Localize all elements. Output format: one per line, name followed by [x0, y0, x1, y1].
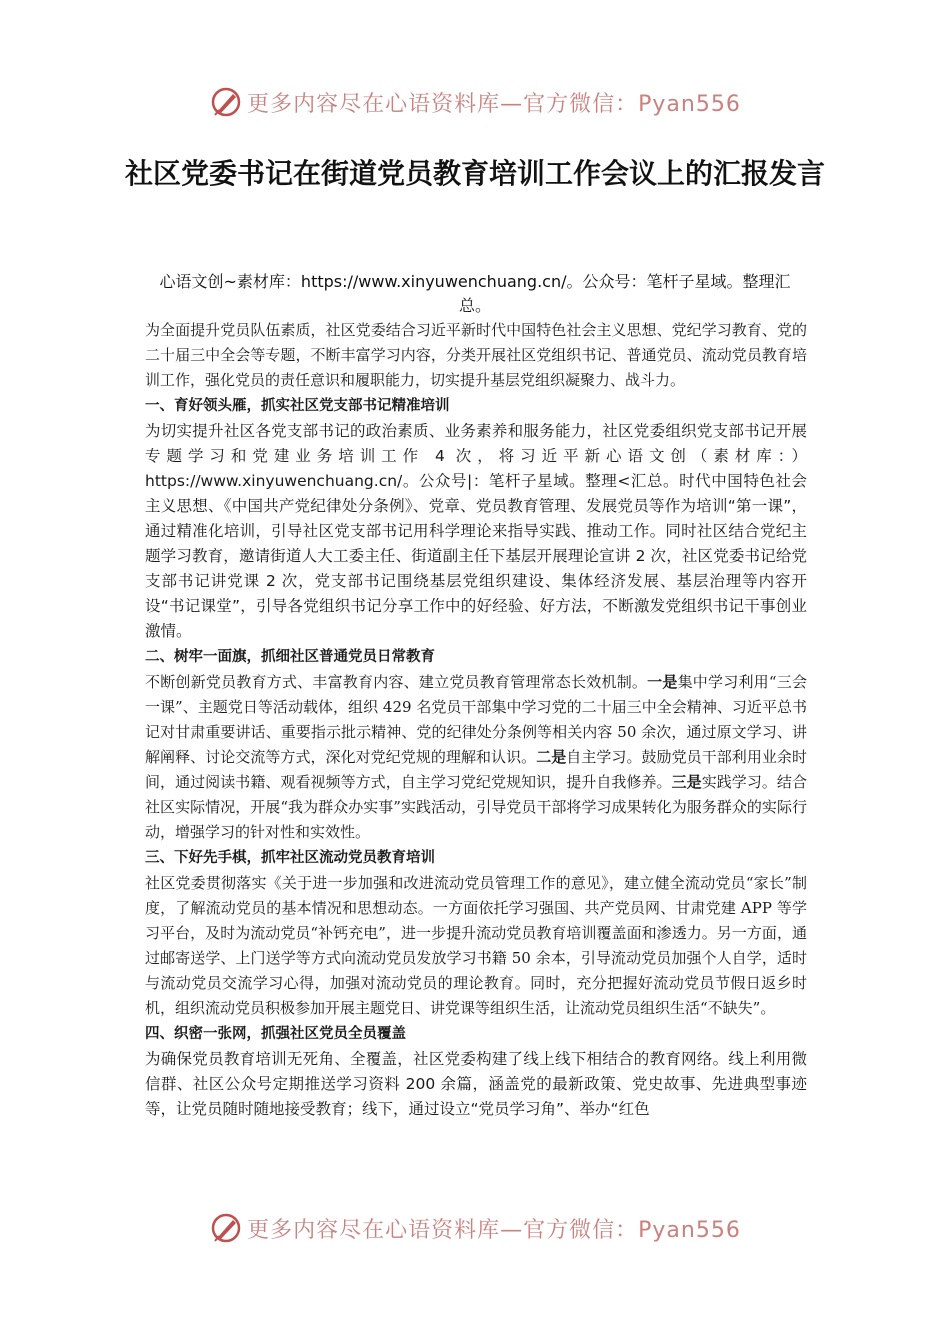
- section-2-text-3: 实践学习。结合社区实际情况，开展“我为群众办实事”实践活动，引导党员干部将学习成果转化为服务群众的实际行动，增强学习的针对性和实效性。: [145, 773, 807, 841]
- document-body: [145, 318, 807, 1122]
- quill-pen-logo: [209, 1211, 243, 1245]
- intro-paragraph: 为全面提升党员队伍素质，社区党委结合习近平新时代中国特色社会主义思想、党纪学习教育、党的二十届三中全会等专题，不断丰富学习内容，分类开展社区党组织书记、普通党员、流动党员教育培训工作，强化党员的责任意识和履职能力，切实提升基层党组织凝聚力、战斗力。: [145, 321, 807, 389]
- section-1-body: 为切实提升社区各党支部书记的政治素质、业务素养和服务能力，社区党委组织党支部书记开展专题学习和党建业务培训工作 4 次，将习近平新心语文创（素材库：）https://www.xinyuwenchuang.cn/。公众号|：笔杆子星域。整理<汇总。时代中国特色社会主义思想、《中国共产党纪律处分条例》、党章、党员教育管理、发展党员等作为培训“第一课”，通过精准化培训，引导社区党支部书记用科学理论来指导实践、推动工作。同时社区结合党纪主题学习教育，邀请街道人大工委主任、街道副主任下基层开展理论宣讲 2 次，社区党委书记给党支部书记讲党课 2 次，党支部书记围绕基层党组织建设、集体经济发展、基层治理等内容开设“书记课堂”，引导各党组织书记分享工作中的好经验、好方法，不断激发党组织书记干事创业激情。: [145, 422, 807, 640]
- section-2-lead: 不断创新党员教育方式、丰富教育内容、建立党员教育管理常态长效机制。: [145, 673, 648, 691]
- section-2-keyword-2: 二是: [536, 748, 567, 766]
- section-4-heading: 四、织密一张网，抓强社区党员全员覆盖: [145, 1026, 406, 1042]
- section-2-keyword-3: 三是: [671, 773, 702, 791]
- footer-banner: [0, 1208, 950, 1248]
- source-line: 心语文创~素材库：https://www.xinyuwenchuang.cn/。公众号：笔杆子星域。整理汇总。: [159, 272, 791, 315]
- header-banner: [0, 82, 950, 122]
- quill-pen-logo: [209, 85, 243, 119]
- document-title: 社区党委书记在街道党员教育培训工作会议上的汇报发言: [124, 157, 825, 190]
- section-2-body: [145, 670, 807, 845]
- section-2-text-2: 自主学习。鼓励党员干部利用业余时间，通过阅读书籍、观看视频等方式，自主学习党纪党规知识，提升自我修养。: [145, 748, 807, 791]
- banner-text: 更多内容尽在心语资料库—官方微信：Pyan556: [247, 91, 741, 117]
- section-4-body: 为确保党员教育培训无死角、全覆盖，社区党委构建了线上线下相结合的教育网络。线上利用微信群、社区公众号定期推送学习资料 200 余篇，涵盖党的最新政策、党史故事、先进典型事迹等，让党员随时随地接受教育；线下，通过设立“党员学习角”、举办“红色: [145, 1050, 807, 1118]
- banner-text: 更多内容尽在心语资料库—官方微信：Pyan556: [247, 1217, 741, 1243]
- section-1-heading: 一、育好领头雁，抓实社区党支部书记精准培训: [145, 398, 450, 414]
- section-3-heading: 三、下好先手棋，抓牢社区流动党员教育培训: [145, 850, 435, 866]
- section-2-text-1: 集中学习利用“三会一课”、主题党日等活动载体，组织 429 名党员干部集中学习党的二十届三中全会精神、习近平总书记对甘肃重要讲话、重要指示批示精神、党的纪律处分条例等相关内容 50 余次，通过原文学习、讲解阐释、讨论交流等方式，深化对党纪党规的理解和认识。: [145, 673, 807, 766]
- section-3-body: 社区党委贯彻落实《关于进一步加强和改进流动党员管理工作的意见》，建立健全流动党员“家长”制度，了解流动党员的基本情况和思想动态。一方面依托学习强国、共产党员网、甘肃党建 APP 等学习平台，及时为流动党员“补钙充电”，进一步提升流动党员教育培训覆盖面和渗透力。另一方面，通过邮寄送学、上门送学等方式向流动党员发放学习书籍 50 余本，引导流动党员加强个人自学，适时与流动党员交流学习心得，加强对流动党员的理论教育。同时，充分把握好流动党员节假日返乡时机，组织流动党员积极参加开展主题党日、讲党课等组织生活，让流动党员组织生活“不缺失”。: [145, 874, 807, 1017]
- section-2-heading: 二、树牢一面旗，抓细社区普通党员日常教育: [145, 649, 435, 665]
- section-2-keyword-1: 一是: [647, 673, 678, 691]
